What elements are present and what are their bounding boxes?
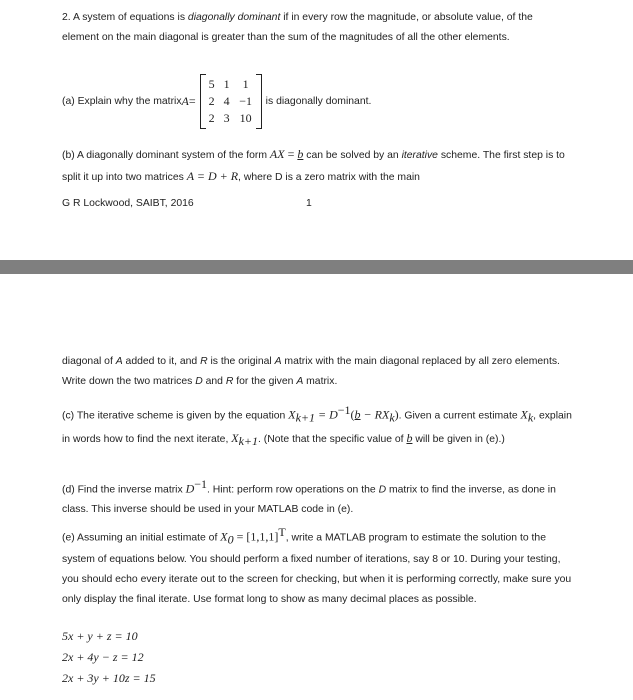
var-X: X bbox=[520, 407, 528, 422]
question-2-intro bbox=[62, 8, 572, 48]
text: matrix to find the inverse, as done in class. This inverse should be used in your MATLAB code in (e). bbox=[62, 484, 556, 516]
part-d bbox=[62, 474, 572, 520]
equation-system bbox=[62, 626, 156, 689]
part-a bbox=[62, 73, 371, 129]
var-X: X bbox=[220, 529, 228, 544]
eq-part: = D bbox=[315, 407, 338, 422]
var-A: A bbox=[296, 376, 304, 387]
var-A: A bbox=[115, 356, 123, 367]
matrix-cell: −1 bbox=[239, 93, 253, 108]
text: . Given a current estimate bbox=[398, 410, 521, 422]
part-c bbox=[62, 400, 572, 451]
eq-AX: AX bbox=[269, 147, 285, 161]
page-number: 1 bbox=[306, 198, 312, 209]
subscript: k bbox=[389, 410, 395, 425]
var-X: X bbox=[231, 430, 239, 445]
var-R: R bbox=[200, 356, 208, 367]
part-e bbox=[62, 522, 572, 610]
text: , write a MATLAB program to estimate the solution to the system of equations below. You should perform a fixed number of iterations, say 8 or 10. During your testing, you should echo every iterate out to the screen for checking, but when it is performing correctly, make sure you only display the final iterate. Use format long to show as many decimal places as possible. bbox=[62, 532, 572, 605]
superscript: −1 bbox=[337, 403, 351, 417]
var-X: X bbox=[288, 407, 296, 422]
matrix-cell: 2 bbox=[208, 93, 215, 108]
part-b-continued bbox=[62, 352, 572, 392]
var-b: b bbox=[354, 407, 361, 422]
var-D: D bbox=[185, 481, 195, 496]
initial-value: = [1,1,1] bbox=[233, 529, 279, 544]
text: , explain in words how to find the next iterate, bbox=[62, 410, 572, 445]
eq-part: − RX bbox=[360, 407, 390, 422]
subscript: k+1 bbox=[238, 433, 259, 448]
equation-1: 5x + y + z = 10 bbox=[62, 629, 138, 643]
part-b-text: (b) A diagonally dominant system of the form bbox=[62, 150, 270, 161]
text: . Hint: perform row operations on the bbox=[207, 484, 379, 496]
footer-author: G R Lockwood, SAIBT, 2016 bbox=[62, 198, 194, 209]
part-b bbox=[62, 144, 572, 188]
subscript: k+1 bbox=[295, 410, 315, 425]
paren: ) bbox=[394, 407, 399, 422]
matrix-cell: 5 bbox=[208, 76, 215, 91]
var-D: D bbox=[195, 376, 203, 387]
text: matrix with the main diagonal replaced by all zero elements. Write down the two matrices bbox=[62, 356, 560, 387]
part-a-prefix: (a) Explain why the matrix bbox=[62, 95, 182, 107]
subscript: k bbox=[527, 410, 534, 425]
intro-term: diagonally dominant bbox=[187, 12, 281, 23]
matrix-cell: 2 bbox=[208, 110, 215, 125]
matrix-cell: 3 bbox=[223, 110, 230, 125]
text: will be given in (e).) bbox=[412, 433, 505, 445]
part-a-suffix: is diagonally dominant. bbox=[265, 95, 372, 107]
equation-3: 2x + 3y + 10z = 15 bbox=[62, 671, 156, 685]
matrix-cell: 4 bbox=[223, 93, 230, 108]
iterative-term: iterative bbox=[401, 150, 438, 161]
text: . (Note that the specific value of bbox=[258, 433, 407, 445]
text: diagonal of bbox=[62, 356, 116, 367]
text: (d) Find the inverse matrix bbox=[62, 484, 186, 496]
eq-b: b bbox=[297, 147, 304, 161]
text: matrix. bbox=[303, 376, 338, 387]
superscript: T bbox=[278, 525, 286, 539]
document-page-2 bbox=[0, 274, 633, 700]
page-separator bbox=[0, 260, 633, 274]
superscript: −1 bbox=[194, 477, 208, 491]
page-footer bbox=[62, 194, 562, 214]
text: (c) The iterative scheme is given by the equation bbox=[62, 410, 289, 422]
matrix-cell: 1 bbox=[242, 76, 249, 91]
part-b-text: , where D is a zero matrix with the main bbox=[238, 172, 420, 183]
eq-split: A = D + R bbox=[186, 169, 239, 183]
intro-text-rest: if in every row the magnitude, or absolute value, of the element on the main diagonal is greater than the sum of the magnitudes of all the other elements. bbox=[62, 12, 533, 43]
text: is the original bbox=[207, 356, 275, 367]
var-D: D bbox=[378, 484, 387, 496]
text: (e) Assuming an initial estimate of bbox=[62, 532, 221, 544]
intro-text: 2. A system of equations is bbox=[62, 12, 188, 23]
part-b-text: can be solved by an bbox=[303, 150, 402, 161]
var-b: b bbox=[406, 430, 413, 445]
text: for the given bbox=[233, 376, 297, 387]
subscript: 0 bbox=[227, 532, 234, 547]
paren: ( bbox=[350, 407, 355, 422]
equation-2: 2x + 4y − z = 12 bbox=[62, 650, 144, 664]
document-page-1 bbox=[0, 0, 633, 260]
matrix-A bbox=[200, 74, 262, 129]
equals-sign: = bbox=[188, 93, 196, 108]
text: added to it, and bbox=[122, 356, 201, 367]
part-b-text: scheme. The first step is to split it up into two matrices bbox=[62, 150, 565, 183]
matrix-cell: 1 bbox=[223, 76, 230, 91]
var-A: A bbox=[274, 356, 282, 367]
text: and bbox=[202, 376, 226, 387]
matrix-name: A bbox=[181, 93, 189, 108]
matrix-cell: 10 bbox=[239, 110, 252, 125]
eq-equals: = bbox=[284, 147, 298, 161]
var-R: R bbox=[225, 376, 234, 387]
